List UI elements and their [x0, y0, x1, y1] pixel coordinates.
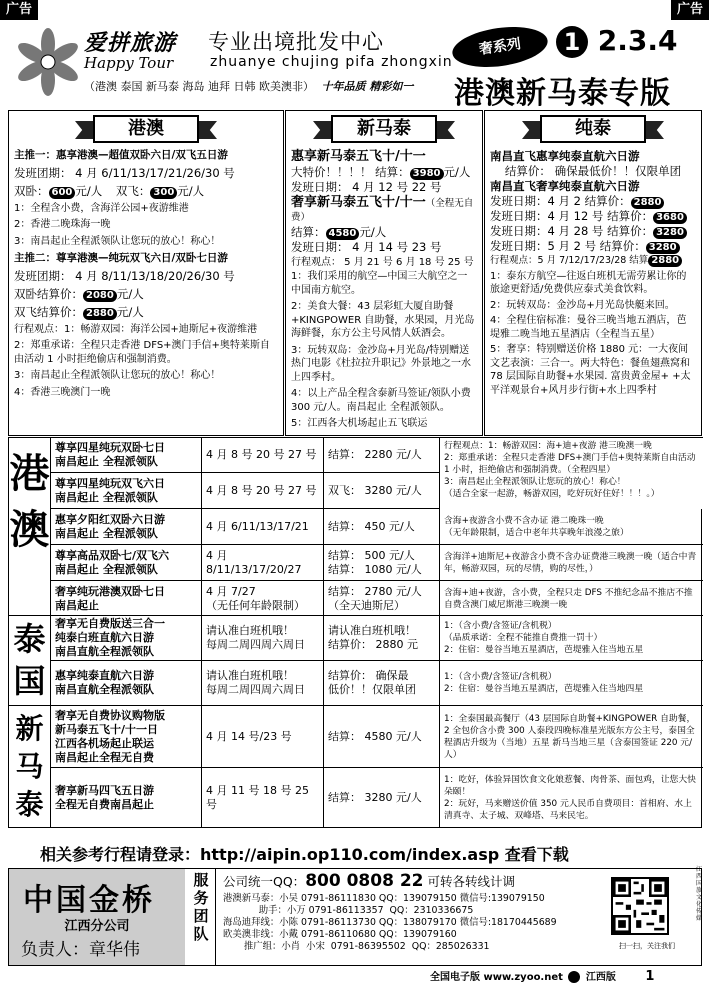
- th-row-1-date: 发班日期：4 月 2 结算价：: [490, 194, 631, 208]
- grid-row-3-note: 含海+夜游含小费不含办证 港二晚珠一晚 （无年龄限制，适合中老年共享晚年浪漫之旅）: [439, 509, 703, 544]
- footer-box: [8, 868, 702, 966]
- grid-row-9-price: 结算： 3280 元/人: [323, 768, 439, 828]
- hk-ribbon: 港澳: [93, 115, 199, 143]
- grid-row-6: [51, 615, 703, 660]
- contact-1: 港澳新马泰：小吴 0791-86111830 QQ：139079150 微信号:139079150: [223, 893, 545, 904]
- sm-p1-special-label: 大特价！！！！ 结算：: [291, 165, 410, 179]
- brand-name: 爱拼旅游: [84, 30, 177, 56]
- grid-row-8-date: 4 月 14 号/23 号: [201, 706, 323, 767]
- th-note-3: 4：全程住宿标准：曼谷三晚当地五酒店，芭堤雅二晚当地五星酒店（全程当五星）: [490, 315, 687, 340]
- sm-note-4: 4：以上产品全程含泰新马签证/领队小费 300 元/人。南昌起止 全程派领队。: [291, 388, 471, 413]
- grid-row-1-date: 4 月 8 号 20 号 27 号: [201, 438, 323, 472]
- sm-p1-special: [291, 165, 477, 180]
- hk-p2-note-4: 4：香港三晚澳门一晚: [14, 386, 111, 398]
- hk-p2-price-row2: [14, 305, 278, 320]
- sm-p2-dates: 发班日期： 4 月 14 号 23 号: [291, 239, 442, 254]
- sm-p2-price: [291, 225, 477, 240]
- grid-row-8-price: 结算： 4580 元/人: [323, 706, 439, 767]
- hk-p2-note-3: 3：南昌起止全程派领队让您玩的放心！称心！: [14, 370, 221, 381]
- grid-row-6-price: 请认准白班机哦！ 结算价： 2880 元: [323, 616, 439, 660]
- grid-row-1-name: 尊享四星纯玩双卧七日 南昌起止 全程派领队: [55, 441, 165, 468]
- sm-p1-special-price: 3980: [410, 168, 444, 180]
- sg-my-th-column: [285, 110, 483, 436]
- sm-p2-title-tail: （全程无自费）: [291, 198, 474, 223]
- bank-panel: [9, 869, 185, 965]
- hotline-label: 公司统一QQ：: [223, 874, 306, 889]
- th-row-3-date: 发班日期：4 月 28 号 结算价：: [490, 224, 654, 238]
- grid-row-5-name: 奢享纯玩港澳双卧七日 南昌起止: [55, 584, 165, 612]
- grid-row-4-date: 4 月 8/11/13/17/20/27: [201, 545, 323, 580]
- grid-row-4-price: 结算： 500 元/人 结算： 1080 元/人: [323, 545, 439, 580]
- grid-row-8-note: 1：全泰国最高餐厅（43 层国际自助餐+KINGPOWER 自助餐，2 全包价含小费 300 人泰段四晚标准星光版东方公主号，泰国全程酒店升级为（当地）五星 新马当地三星（含泰国签证 220 元/人）: [439, 706, 703, 767]
- sm-p1-unit: 元/人: [443, 165, 471, 179]
- service-team: 服务团队: [193, 871, 209, 943]
- manager: 负责人：章华伟: [21, 940, 140, 960]
- bank-title: 中国金桥: [23, 883, 155, 918]
- th-row-2-date: 发班日期：4 月 12 号 结算价：: [490, 209, 654, 223]
- hk-p1-dates: 发班团期： 4 月 6/11/13/17/21/26/30 号: [14, 165, 235, 180]
- series-badge: 奢系列: [450, 22, 550, 73]
- hotline: [223, 871, 515, 891]
- thailand-column: [484, 110, 702, 436]
- grid-row-8: [51, 705, 703, 767]
- hk-macau-column: [8, 110, 284, 436]
- issue-numbers: [556, 24, 677, 58]
- hk-p2-price1: 2080: [83, 290, 117, 302]
- bottom-site[interactable]: 全国电子版 www.zyoo.net: [430, 972, 563, 983]
- th-row-3: [490, 224, 696, 239]
- ad-tag-right: 广告: [671, 0, 709, 20]
- sm-note-2: 2：美食大餐：43 层彩虹大厦自助餐+KINGPOWER 自助餐，水果园，月光岛海鲜餐，东方公主号风情人妖酒会。: [291, 301, 475, 339]
- product-grid: [8, 437, 702, 828]
- destinations: （港澳 泰国 新马泰 海岛 迪拜 日韩 欧美澳非）: [84, 80, 314, 93]
- sm-p2-title-line: [291, 195, 477, 225]
- contact-3: 海岛迪拜线：小陈 0791-86113730 QQ：138079170 微信号:18170445689: [223, 917, 557, 928]
- ad-tag-left: 广告: [0, 0, 38, 20]
- contact-5: 推广组：小肖 小宋 0791-86395502 QQ：285026331: [223, 941, 490, 952]
- region-circle-icon: [568, 971, 580, 983]
- hk-p2-note-1: 行程观点：1：畅游双园：海洋公园+迪斯尼+夜游维港: [14, 323, 258, 335]
- hk-p2-price2: 2880: [83, 308, 117, 320]
- grid-row-8-name: 奢享无自费协议购物版 新马泰五飞十/十一日 江西各机场起止联运 南昌起止全程无自费: [55, 708, 165, 764]
- grid-row-2-price: 双飞： 3280 元/人: [323, 473, 439, 508]
- hk-p2-label2: 双飞结算价：: [14, 304, 83, 319]
- qr-code-icon[interactable]: [611, 877, 669, 935]
- contacts-list: [223, 893, 557, 953]
- grid-row-2-date: 4 月 8 号 20 号 27 号: [201, 473, 323, 508]
- th-row-4-date: 发班日期：5 月 2 号 结算价：: [490, 239, 646, 253]
- grid-row-5-note: 含海+迪+夜游，含小费，全程只走 DFS 不推纪念品不推店不推自费含澳门威尼斯港三晚澳一晚: [439, 581, 703, 616]
- grid-row-4-name: 尊享高品双卧七/双飞六 南昌起止 全程派领队: [55, 548, 170, 576]
- grid-row-1-price: 结算： 2280 元/人: [323, 438, 439, 472]
- sm-p2-price-value: 4580: [326, 228, 360, 240]
- th-p1-price: 结算价： 确保最低价！！仅限单团: [504, 164, 682, 178]
- side-label-sm: 新马泰: [9, 705, 51, 827]
- hk-p1-label1: 双卧：: [14, 183, 49, 198]
- center-title: 专业出境批发中心: [208, 30, 384, 54]
- side-note: 江西国旅文化传媒: [696, 866, 703, 922]
- flower-logo-icon: [10, 24, 86, 100]
- grid-row-7-date: 请认准白班机哦！ 每周二周四周六周日: [201, 661, 323, 705]
- other-issues: 2.3.4: [597, 24, 678, 57]
- grid-row-2-name: 尊享四星纯玩双飞六日 南昌起止 全程派领队: [55, 476, 165, 504]
- hk-p1-note-1: 1：全程含小费，含海洋公园+夜游维港: [14, 202, 189, 214]
- th-note-2: 2：玩转双岛：金沙岛+月光岛快艇来回。: [490, 299, 675, 311]
- hk-p1-label2: 双飞：: [115, 183, 151, 198]
- grid-row-6-name: 奢享无自费版送三合一 纯泰白班直航六日游 南昌直航全程派领队: [55, 617, 165, 658]
- sm-view-dates: 行程观点： 5 月 21 号 6 月 18 号 25 号: [291, 256, 474, 268]
- grid-row-9-note: 1：吃好，体验异国饮食文化娘惹餐、肉骨茶、面包鸡，让您大快朵颐！ 2：玩好，马来赠送价值 350 元人民币自费项目：首相府、水上清真寺、太子城、双峰塔、马来民宅。: [439, 768, 703, 828]
- center-pinyin: zhuanye chujing pifa zhongxin: [210, 54, 453, 70]
- grid-row-7-price: 结算价： 确保最 低价！！仅限单团: [323, 661, 439, 705]
- hk-p1-unit2: 元/人: [177, 183, 205, 198]
- hk-p1-prices: [14, 184, 278, 199]
- grid-row-3: [51, 508, 703, 544]
- bank-sub: 江西分公司: [64, 919, 130, 934]
- slogan: 十年品质 精彩如一: [321, 80, 414, 93]
- grid-row-6-note: 1：（含小费/含签证/含机税） （品质承诺：全程不能推自费推一罚十） 2：住宿：曼谷当地五星酒店，芭堤雅入住当地五星: [439, 616, 703, 660]
- th-row-4-price: 3280: [646, 242, 680, 254]
- side-label-hk: 港澳: [9, 438, 51, 615]
- grid-row-4-note: 含海洋+迪斯尼+夜游含小费不含办证费港三晚澳一晚（适合中青年，畅游双园，玩的尽情，购的尽性，）: [439, 545, 703, 580]
- hk-p1-price1: 600: [49, 187, 76, 199]
- grid-row-7: [51, 660, 703, 705]
- hk-p1-title: 主推一：惠享港澳—超值双卧六日/双飞五日游: [14, 149, 228, 161]
- hk-p1-unit1: 元/人: [75, 183, 103, 198]
- th-row-5: [490, 254, 696, 268]
- side-label-th: 泰国: [9, 615, 51, 705]
- th-note-4: 5：奢享：特别赠送价格 1880 元：一大夜间文艺表演：三合一。两大特色：餐鱼翅燕窝和 78 层国际自助餐+水果园. 富贵黄金屋+ +太平洋观景台+风月步行街+水上四季村: [490, 344, 691, 396]
- grid-row-3-date: 4 月 6/11/13/17/21: [201, 509, 323, 544]
- th-row-2: [490, 209, 696, 224]
- hk-p1-note-3: 3：南昌起止全程派领队让您玩的放心！称心！: [14, 235, 221, 247]
- brand-english: Happy Tour: [84, 54, 174, 72]
- hotline-tail: 可转各转线计调: [427, 874, 515, 889]
- grid-row-5: [51, 580, 703, 616]
- grid-row-3-price: 结算： 450 元/人: [323, 509, 439, 544]
- grid-row-7-name: 惠享纯泰直航六日游 南昌直航全程派领队: [55, 669, 154, 696]
- th-ribbon: 纯泰: [540, 115, 646, 143]
- sm-p1-dates: 发班日期： 4 月 12 号 22 号: [291, 180, 442, 194]
- th-p1-title: 南昌直飞惠享纯泰直航六日游: [490, 149, 640, 163]
- grid-row-7-note: 1：（含小费/含签证/含机税） 2：住宿：曼谷当地五星酒店，芭堤雅入住当地四星: [439, 661, 703, 705]
- itinerary-url-line[interactable]: 相关参考行程请登录：http://aipin.op110.com/index.asp 查看下载: [40, 845, 569, 864]
- sm-ribbon: 新马泰: [331, 115, 437, 143]
- hk-p2-unit2: 元/人: [116, 304, 144, 319]
- contact-2: 助手：小万 0791-86113357 QQ：2310336675: [223, 905, 474, 916]
- sm-p2-unit: 元/人: [359, 224, 387, 239]
- grid-row-5-price: 结算： 2780 元/人 （全天迪斯尼）: [323, 581, 439, 616]
- th-row-5-price: 2880: [648, 255, 682, 267]
- th-p2-title: 南昌直飞奢享纯泰直航六日游: [490, 179, 640, 193]
- destinations-line: [84, 78, 413, 94]
- hk-p2-dates: 发班团期： 4 月 8/11/13/18/20/26/30 号: [14, 268, 235, 283]
- current-issue: 1: [556, 26, 588, 58]
- qr-caption: 扫一扫，关注我们: [619, 942, 675, 950]
- hk-p2-unit1: 元/人: [116, 286, 144, 301]
- sm-note-1: 1：我们采用的航空—中国三大航空之一中国南方航空。: [291, 271, 468, 296]
- th-row-4: [490, 239, 696, 254]
- grid-row-1-note: 行程观点：1：畅游双园：海+迪+夜游 港三晚澳一晚 2：郑重承诺：全程只走香港 DFS+澳门手信+奥特莱斯自由活动 1 小时，拒绝偷店和强制消费。（全程四星） 3：南昌起止全程派领队让您玩的放心！称心！ （适合全家一起游，畅游双园，吃好玩好住好！！！。）: [439, 438, 703, 509]
- sm-p1-title: 惠享新马泰五飞十/十一: [291, 149, 426, 164]
- th-row-2-price: 3680: [653, 212, 687, 224]
- sm-p2-price-label: 结算：: [291, 224, 326, 239]
- grid-row-6-date: 请认准白班机哦！ 每周二周四周六周日: [201, 616, 323, 660]
- hk-p1-price2: 300: [150, 187, 177, 199]
- bottom-region: 江西版: [585, 972, 616, 983]
- th-row-5-date: 行程观点：5 月 7/12/17/23/28 结算: [490, 255, 649, 266]
- th-row-3-price: 3280: [653, 227, 687, 239]
- th-row-1: [490, 194, 696, 209]
- service-divider: [215, 869, 216, 965]
- hk-p2-title: 主推二：尊享港澳—纯玩双飞六日/双卧七日游: [14, 252, 228, 264]
- hk-p2-label1: 双卧结算价：: [14, 286, 83, 301]
- page-number: 1: [645, 969, 655, 984]
- sm-note-3: 3：玩转双岛：金沙岛+月光岛/特别赠送热门电影《杜拉拉升职记》外景地之一水上四季村。: [291, 344, 471, 383]
- hk-p1-note-2: 2：香港二晚珠海一晚: [14, 219, 111, 230]
- grid-row-9-date: 4 月 11 号 18 号 25 号: [201, 768, 323, 828]
- grid-row-4: [51, 544, 703, 580]
- grid-row-3-name: 惠享夕阳红双卧六日游 南昌起止 全程派领队: [55, 512, 165, 540]
- grid-row-9: [51, 767, 703, 828]
- edition-title: 港澳新马泰专版: [454, 76, 671, 111]
- grid-row-5-date: 4 月 7/27 （无任何年龄限制）: [201, 581, 323, 616]
- bottom-footer-line: [430, 968, 654, 984]
- hk-p2-note-2: 2：郑重承诺：全程只走香港 DFS+澳门手信+奥特莱斯自由活动 1 小时拒绝偷店和强制消费。: [14, 340, 270, 365]
- th-note-1: 1：泰东方航空—往返白班机无需劳累让你的旅途更舒适/免费供应泰式美食饮料。: [490, 270, 687, 295]
- grid-row-9-name: 奢享新马四飞五日游 全程无自费南昌起止: [55, 784, 154, 811]
- hotline-number: 800 0808 22: [305, 871, 424, 891]
- sm-p2-title: 奢享新马泰五飞十/十一: [291, 195, 426, 210]
- sm-note-5: 5：江西各大机场起止五飞联运: [291, 418, 428, 429]
- th-row-1-price: 2880: [631, 197, 665, 209]
- contact-4: 欧美澳非线：小戴 0791-86110680 QQ：139079160: [223, 929, 457, 940]
- hk-p2-price-row1: [14, 287, 278, 302]
